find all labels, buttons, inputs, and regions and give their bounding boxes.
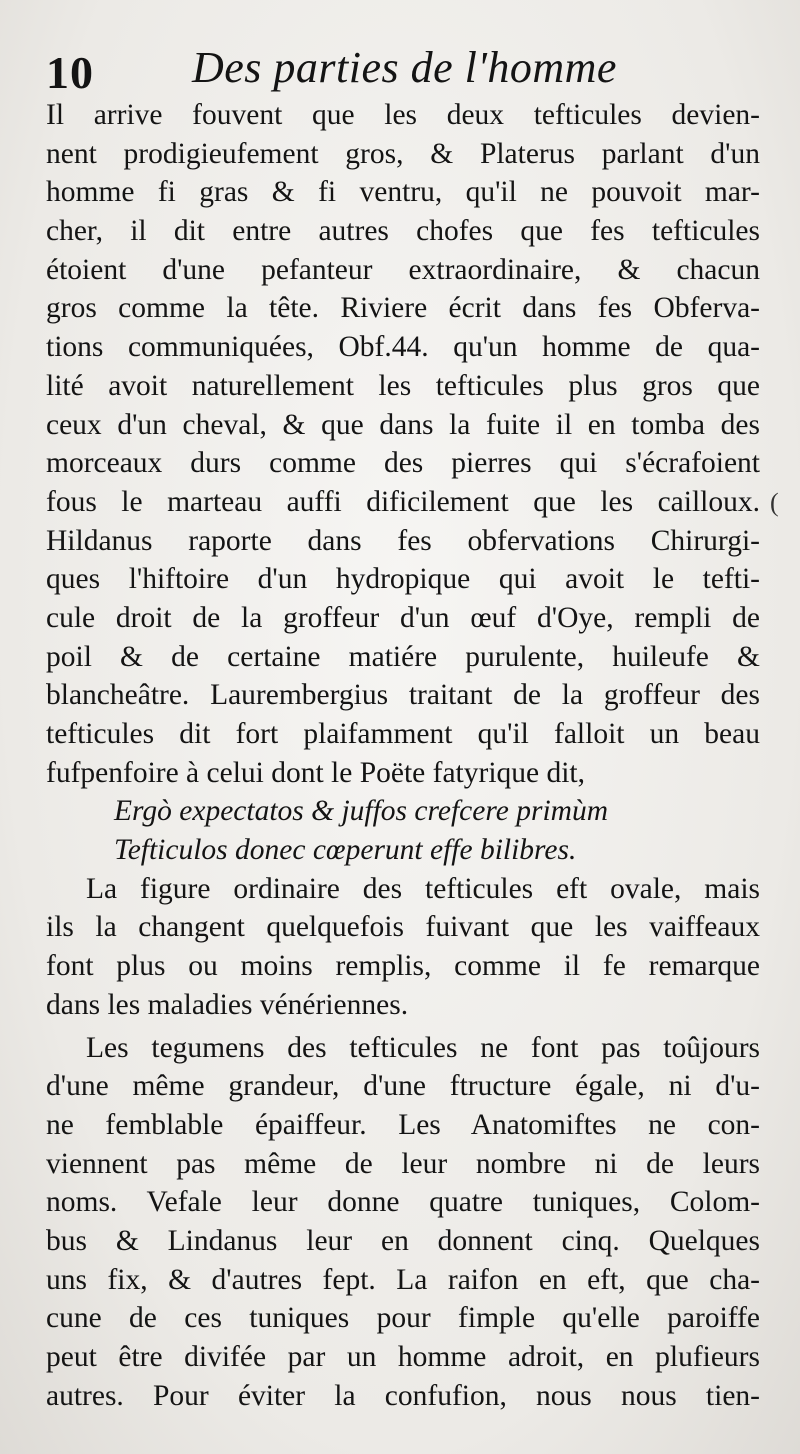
text-line: cune de ces tuniques pour fimple qu'elle paroiffe: [46, 1302, 760, 1335]
running-head: Des parties de l'homme: [192, 43, 617, 92]
text-line: peut être divifée par un homme adroit, en plufieurs: [46, 1341, 760, 1373]
text-line: fufpenfoire à celui dont le Poëte fatyrique dit,: [46, 756, 585, 789]
body-text: [46, 96, 760, 1415]
verse-line: Ergò expectatos & juffos crefcere primùm: [114, 795, 609, 828]
text-line: autres. Pour éviter la confufion, nous nous tien-: [46, 1379, 760, 1412]
text-line: blancheâtre. Laurembergius traitant de la groffeur des: [46, 679, 760, 712]
verse-line: Tefticulos donec cœperunt effe bilibres.: [114, 834, 577, 867]
text-line: ils la changent quelquefois fuivant que les vaiffeaux: [46, 911, 760, 944]
text-line: d'une même grandeur, d'une ftructure égale, ni d'u-: [46, 1070, 760, 1103]
text-line: dans les maladies vénériennes.: [46, 988, 409, 1021]
text-line: bus & Lindanus leur en donnent cinq. Quelques: [46, 1224, 760, 1257]
text-line: noms. Vefale leur donne quatre tuniques, Colom-: [46, 1186, 760, 1219]
page-header: [46, 42, 766, 102]
text-line: uns fix, & d'autres fept. La raifon en eft, que cha-: [46, 1263, 760, 1296]
text-line: ne femblable épaiffeur. Les Anatomiftes ne con-: [46, 1108, 760, 1141]
text-line: homme fi gras & fi ventru, qu'il ne pouvoit mar-: [46, 176, 760, 209]
text-line: morceaux durs comme des pierres qui s'écrafoient: [46, 447, 760, 480]
text-line: Hildanus raporte dans fes obfervations Chirurgi-: [46, 524, 760, 557]
text-line: tions communiquées, Obf.44. qu'un homme de qua-: [46, 331, 760, 364]
text-line: Il arrive fouvent que les deux tefticules devien-: [46, 99, 760, 131]
text-line: ques l'hiftoire d'un hydropique qui avoit le tefti-: [46, 563, 760, 596]
margin-mark: (: [770, 488, 779, 517]
text-line: fous le marteau auffi dificilement que les cailloux.: [46, 485, 760, 518]
page-number: 10: [46, 47, 94, 98]
text-line: lité avoit naturellement les tefticules plus gros que: [46, 369, 760, 402]
text-line: font plus ou moins remplis, comme il fe remarque: [46, 950, 760, 983]
text-line: cule droit de la groffeur d'un œuf d'Oye, rempli de: [46, 601, 760, 634]
text-line: Les tegumens des tefticules ne font pas toûjours: [86, 1031, 760, 1064]
text-line: nent prodigieufement gros, & Platerus parlant d'un: [46, 137, 760, 170]
text-line: tefticules dit fort plaifamment qu'il falloit un beau: [46, 718, 760, 750]
text-line: gros comme la tête. Riviere écrit dans fes Obferva-: [46, 292, 760, 325]
text-line: viennent pas même de leur nombre ni de leurs: [46, 1147, 760, 1180]
text-line: ceux d'un cheval, & que dans la fuite il en tomba des: [46, 408, 760, 441]
text-line: poil & de certaine matiére purulente, huileufe &: [46, 640, 760, 673]
text-line: cher, il dit entre autres chofes que fes tefticules: [46, 215, 760, 248]
text-line: La figure ordinaire des tefticules eft ovale, mais: [86, 872, 760, 905]
text-line: étoient d'une pefanteur extraordinaire, & chacun: [46, 253, 760, 286]
